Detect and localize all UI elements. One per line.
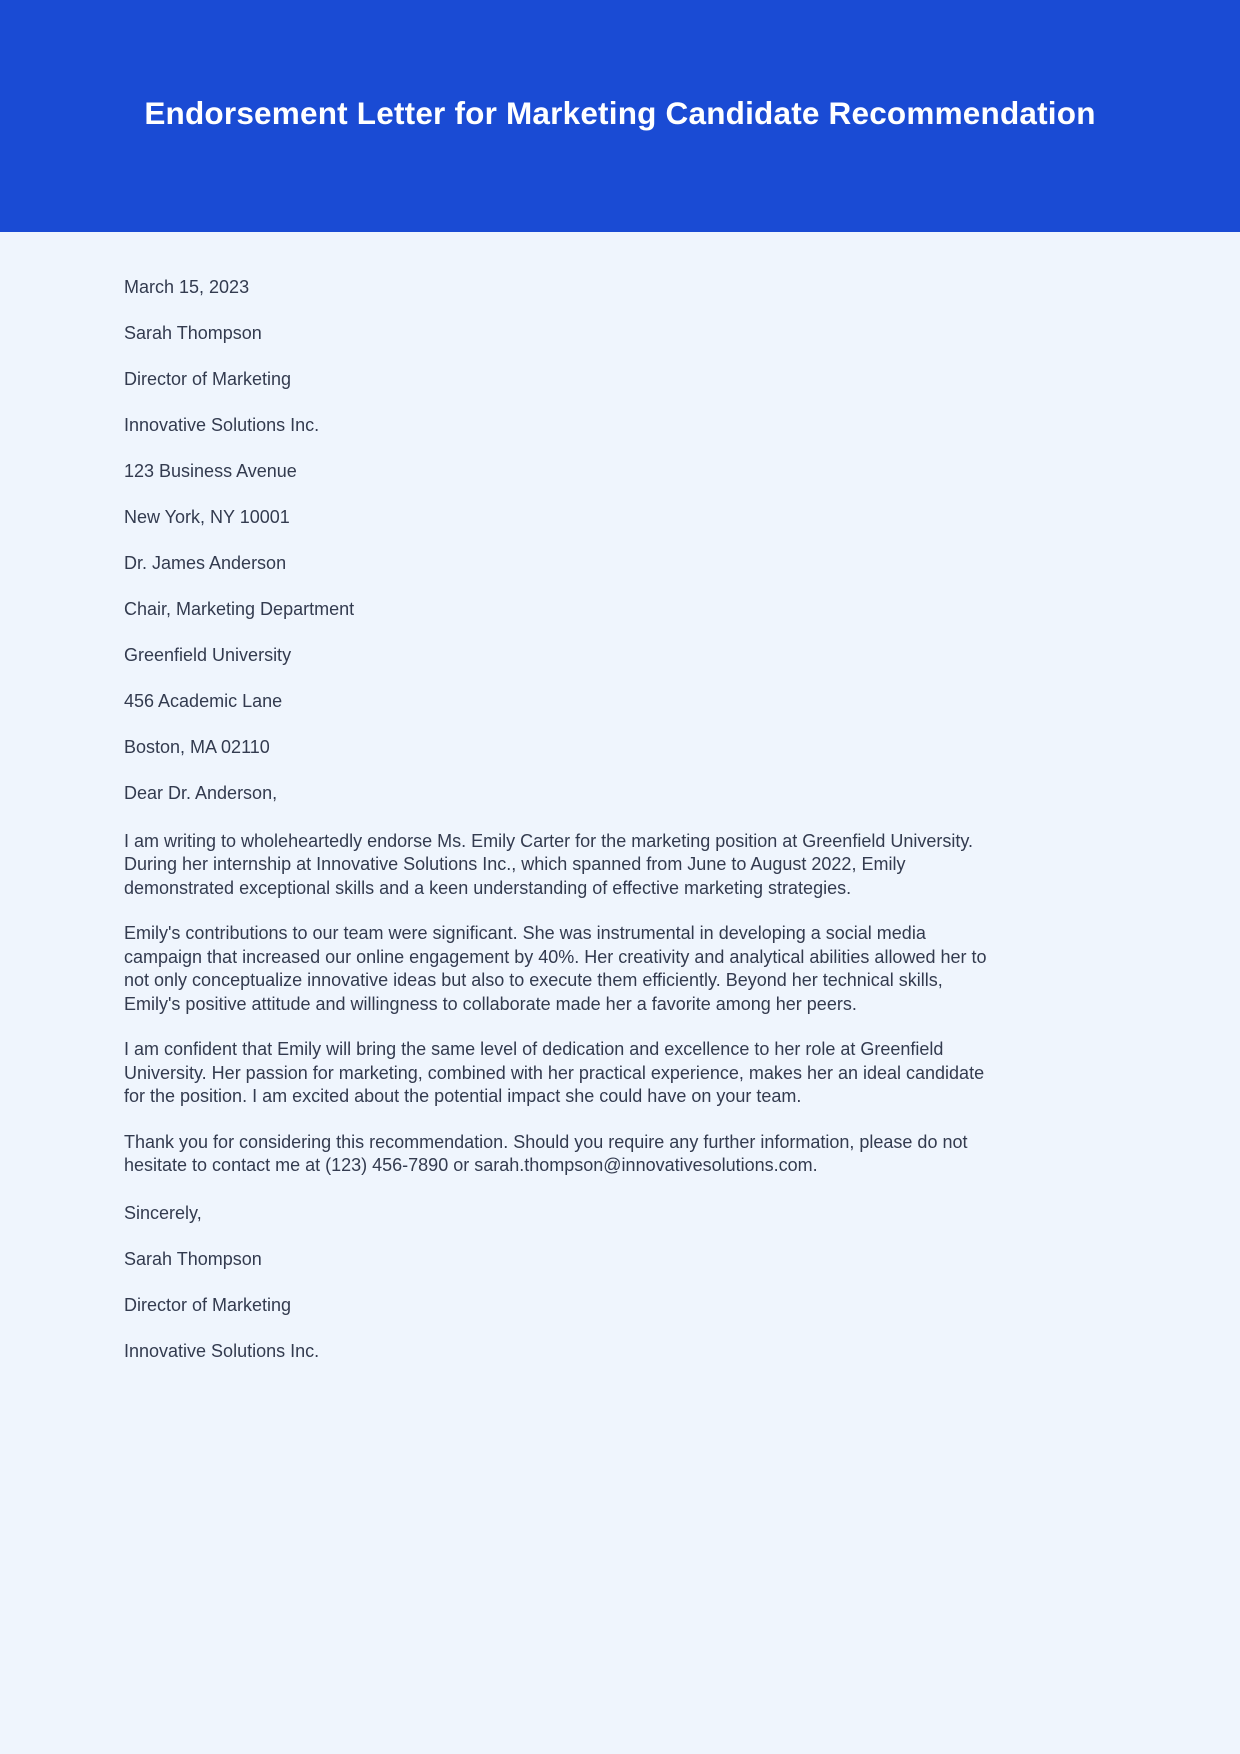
salutation-block [124,782,1116,806]
recipient-organization: Greenfield University [124,645,292,665]
signature-name: Sarah Thompson [124,1248,262,1269]
sender-city-state-zip: New York, NY 10001 [124,507,290,527]
body-paragraph: I am writing to wholeheartedly endorse Ms. Emily Carter for the marketing position at Greenfield University. During her internship at Innovative Solutions Inc., which spanned from June to August 2022, Emily demonstrated exceptional skills and a keen understanding of effective marketing strategies. [124,830,974,898]
sender-street: 123 Business Avenue [124,461,297,481]
letter-date: March 15, 2023 [124,277,250,297]
page-title: Endorsement Letter for Marketing Candidate Recommendation [144,95,1096,132]
closing: Sincerely, [124,1202,202,1223]
body-paragraph: I am confident that Emily will bring the same level of dedication and excellence to her role at Greenfield University. Her passion for marketing, combined with her practical experience, makes her an ideal candidate for the position. I am excited about the potential impact she could have on your team. [124,1039,985,1106]
sender-name: Sarah Thompson [124,323,262,343]
recipient-title: Chair, Marketing Department [124,599,355,619]
signature-block [124,1202,1116,1364]
recipient-street: 456 Academic Lane [124,691,283,711]
letter-content [0,232,1240,1363]
sender-company: Innovative Solutions Inc. [124,415,320,435]
body-paragraph: Emily's contributions to our team were significant. She was instrumental in developing a social media campaign that increased our online engagement by 40%. Her creativity and analytical abilities allowed her to not only conceptualize innovative ideas but also to execute them efficiently. Beyond her technical skills, Emily's positive attitude and willingness to collaborate made her a favorite among her peers. [124,923,987,1014]
header-banner [0,0,1240,232]
recipient-block [124,552,1116,760]
sender-block [124,276,1116,530]
recipient-city-state-zip: Boston, MA 02110 [124,737,270,757]
signature-title: Director of Marketing [124,1294,292,1315]
salutation: Dear Dr. Anderson, [124,783,278,803]
sender-title: Director of Marketing [124,369,292,389]
body-paragraph: Thank you for considering this recommendation. Should you require any further information, please do not hesitate to contact me at (123) 456-7890 or sarah.thompson@innovativesolutions.com. [124,1131,968,1175]
recipient-name: Dr. James Anderson [124,553,287,573]
body-paragraphs [124,830,1116,1178]
signature-company: Innovative Solutions Inc. [124,1340,320,1361]
